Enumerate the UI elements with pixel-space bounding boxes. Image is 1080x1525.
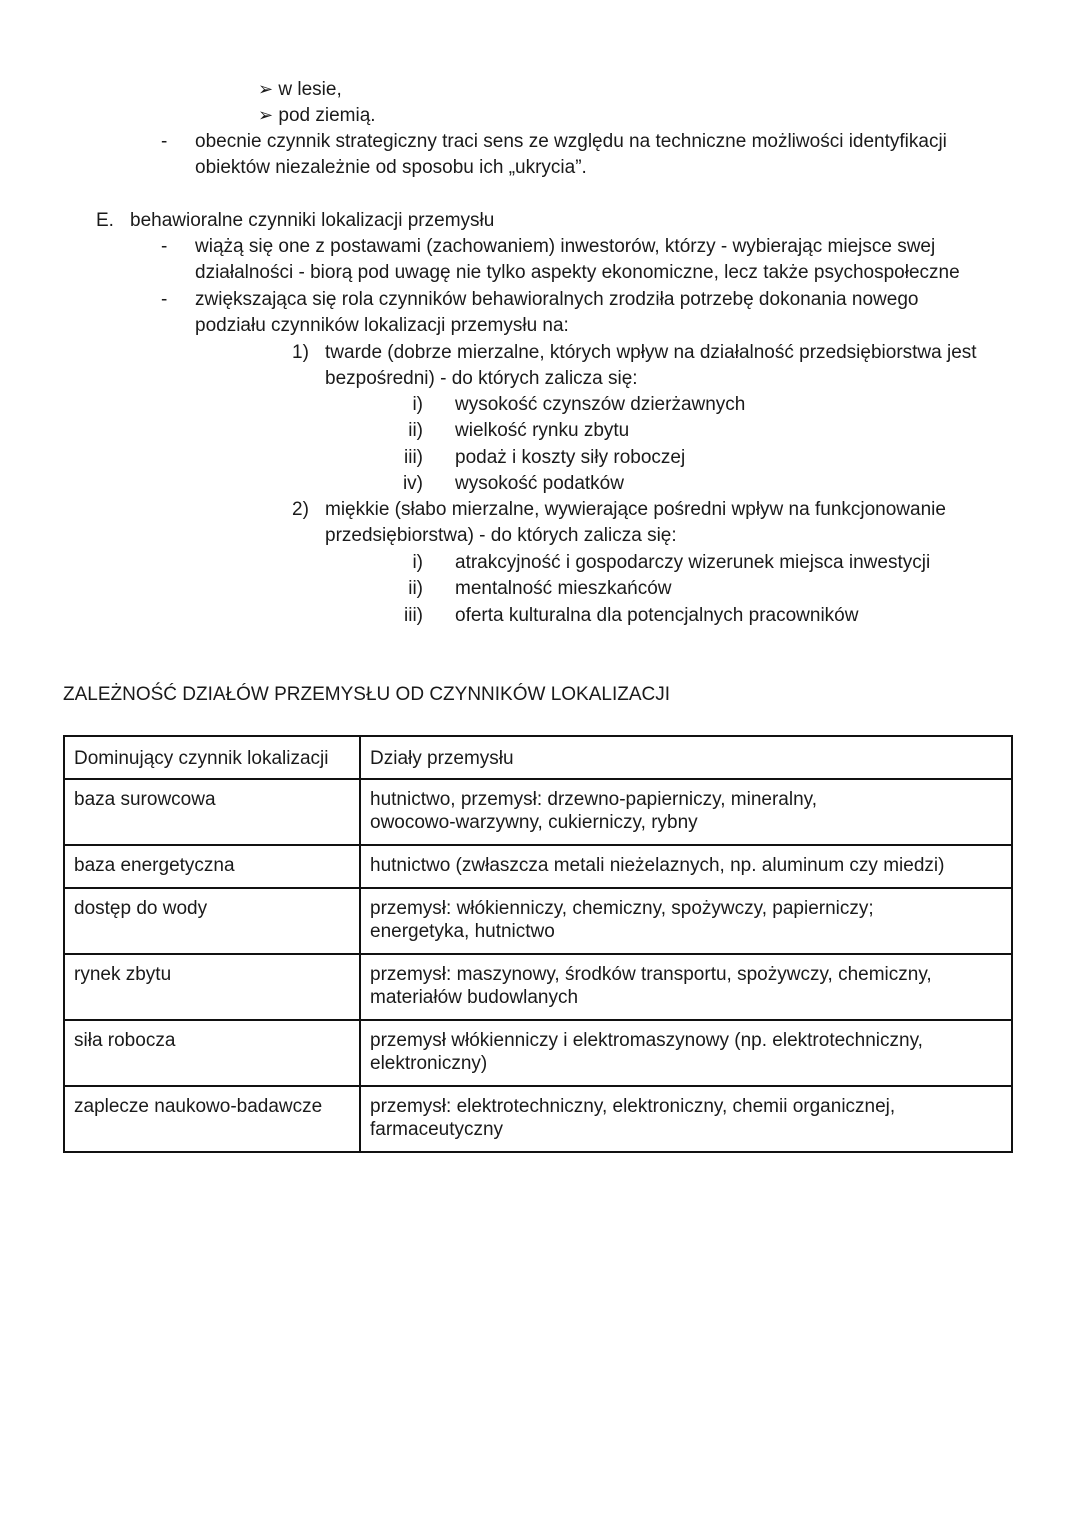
industry-factors-table: [63, 735, 1013, 1153]
industries-cell: [360, 954, 1012, 1020]
factor-cell: baza surowcowa: [64, 779, 360, 845]
industries-cell: [360, 1020, 1012, 1086]
factor-cell: zaplecze naukowo-badawcze: [64, 1086, 360, 1152]
industries-cell: [360, 1086, 1012, 1152]
arrow-bullet-icon: ➢: [258, 79, 274, 99]
numbered-item-line: przedsiębiorstwa) - do których zalicza się:: [325, 525, 677, 546]
roman-number: ii): [408, 420, 423, 441]
industries-line: materiałów budowlanych: [370, 987, 579, 1008]
header-cell: Działy przemysłu: [360, 736, 1012, 779]
numbered-item-line: miękkie (słabo mierzalne, wywierające pośredni wpływ na funkcjonowanie: [325, 499, 946, 520]
table-row: [64, 888, 1012, 954]
roman-item-text: atrakcyjność i gospodarczy wizerunek miejsca inwestycji: [455, 552, 931, 573]
numbered-item-number: 1): [292, 342, 309, 363]
dash-item-line: podziału czynników lokalizacji przemysłu na:: [195, 315, 569, 336]
factor-cell: siła robocza: [64, 1020, 360, 1086]
table-row: [64, 1020, 1012, 1086]
factor-cell: baza energetyczna: [64, 845, 360, 888]
roman-number: iii): [404, 605, 423, 626]
roman-number: ii): [408, 578, 423, 599]
industries-line: farmaceutyczny: [370, 1119, 504, 1140]
numbered-item-line: bezpośredni) - do których zalicza się:: [325, 368, 638, 389]
arrow-item: ➢ pod ziemią.: [258, 105, 376, 126]
industries-cell: [360, 845, 1012, 888]
roman-item-text: oferta kulturalna dla potencjalnych pracowników: [455, 605, 859, 626]
industries-line: przemysł: maszynowy, środków transportu, spożywczy, chemiczny,: [370, 964, 932, 985]
dash-item-line: obecnie czynnik strategiczny traci sens ze względu na techniczne możliwości identyfikacji: [195, 131, 947, 152]
dash-bullet-icon: -: [161, 289, 168, 310]
factor-cell: dostęp do wody: [64, 888, 360, 954]
arrow-item: ➢ w lesie,: [258, 79, 342, 100]
industries-line: elektroniczny): [370, 1053, 488, 1074]
numbered-item-line: twarde (dobrze mierzalne, których wpływ na działalność przedsiębiorstwa jest: [325, 342, 977, 363]
dash-item-line: wiążą się one z postawami (zachowaniem) inwestorów, którzy - wybierając miejsce swej: [195, 236, 936, 257]
table-row: [64, 845, 1012, 888]
section-e-heading: behawioralne czynniki lokalizacji przemysłu: [130, 210, 495, 231]
industries-line: przemysł włókienniczy i elektromaszynowy (np. elektrotechniczny,: [370, 1030, 923, 1051]
industries-cell: [360, 888, 1012, 954]
industries-line: przemysł: elektrotechniczny, elektroniczny, chemii organicznej,: [370, 1096, 896, 1117]
dash-bullet-icon: -: [161, 131, 168, 152]
dash-item-line: zwiększająca się rola czynników behawioralnych zrodziła potrzebę dokonania nowego: [195, 289, 919, 310]
roman-item-text: mentalność mieszkańców: [455, 578, 672, 599]
section-e-letter: E.: [96, 210, 114, 231]
industries-line: owocowo-warzywny, cukierniczy, rybny: [370, 812, 698, 833]
industries-cell: [360, 779, 1012, 845]
industries-line: hutnictwo (zwłaszcza metali nieżelaznych, np. aluminum czy miedzi): [370, 855, 945, 876]
industries-line: energetyka, hutnictwo: [370, 921, 555, 942]
roman-item-text: wielkość rynku zbytu: [455, 420, 630, 441]
roman-item-text: podaż i koszty siły roboczej: [455, 447, 686, 468]
industries-line: hutnictwo, przemysł: drzewno-papierniczy, mineralny,: [370, 789, 818, 810]
dash-bullet-icon: -: [161, 236, 168, 257]
dash-item-line: obiektów niezależnie od sposobu ich „ukrycia”.: [195, 157, 587, 178]
roman-number: iv): [402, 473, 423, 494]
header-cell: Dominujący czynnik lokalizacji: [64, 736, 360, 779]
roman-item-text: wysokość podatków: [455, 473, 624, 494]
table-title: ZALEŻNOŚĆ DZIAŁÓW PRZEMYSŁU OD CZYNNIKÓW LOKALIZACJI: [63, 684, 671, 705]
dash-item-line: działalności - biorą pod uwagę nie tylko aspekty ekonomiczne, lecz także psychospołeczne: [195, 262, 960, 283]
factor-cell: rynek zbytu: [64, 954, 360, 1020]
table-row: [64, 779, 1012, 845]
roman-number: i): [412, 552, 423, 573]
table-row: [64, 954, 1012, 1020]
industries-line: przemysł: włókienniczy, chemiczny, spożywczy, papierniczy;: [370, 898, 874, 919]
roman-number: iii): [404, 447, 423, 468]
numbered-item-number: 2): [292, 499, 309, 520]
arrow-bullet-icon: ➢: [258, 105, 274, 125]
roman-item-text: wysokość czynszów dzierżawnych: [455, 394, 746, 415]
table-row: [64, 1086, 1012, 1152]
roman-number: i): [412, 394, 423, 415]
table-header-row: [64, 736, 1012, 779]
